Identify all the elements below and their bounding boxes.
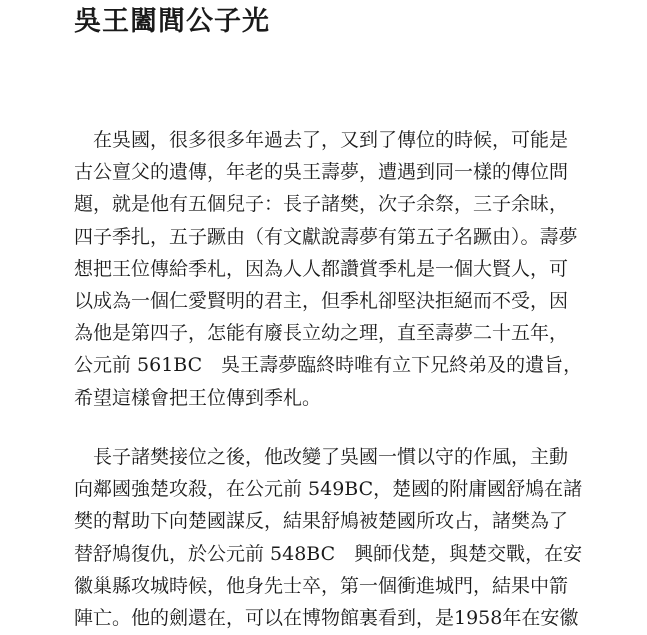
page-title: 吳王闔閭公子光	[74, 6, 270, 37]
text-line: 希望這樣會把王位傳到季札。	[74, 386, 322, 409]
text-line: 長子諸樊接位之後，他改變了吳國一慣以守的作風，主動	[93, 446, 569, 468]
paragraph-2	[74, 441, 582, 634]
text-line: 四子季扎，五子蹶由（有文獻說壽夢有第五子名蹶由）。壽夢	[74, 225, 578, 248]
text-line: 徽巢縣攻城時候，他身先士卒，第一個衝進城門，結果中箭	[74, 574, 569, 597]
paragraph-1	[74, 124, 582, 414]
text-line: 古公亶父的遺傳，年老的吳王壽夢，遭遇到同一樣的傳位問	[74, 161, 569, 184]
text-line: 為他是第四子，怎能有廢長立幼之理，直至壽夢二十五年，	[74, 322, 569, 345]
text-line: 向鄰國強楚攻殺，在公元前 549BC，楚國的附庸國舒鳩在諸	[74, 478, 583, 501]
text-line: 在吳國，很多很多年過去了，又到了傳位的時候，可能是	[93, 129, 569, 151]
text-line: 陣亡。他的劍還在，可以在博物館裏看到，是1958年在安徽	[74, 606, 579, 629]
text-line: 替舒鳩復仇，於公元前 548BC 興師伐楚，與楚交戰，在安	[74, 542, 583, 565]
text-line: 公元前 561BC 吳王壽夢臨終時唯有立下兄終弟及的遺旨，	[74, 354, 583, 377]
text-line: 樊的幫助下向楚國謀反，結果舒鳩被楚國所攻占，諸樊為了	[74, 510, 569, 533]
text-line: 以成為一個仁愛賢明的君主，但季札卻堅決拒絕而不受，因	[74, 289, 569, 312]
text-line: 題，就是他有五個兒子：長子諸樊，次子余祭，三子余昧，	[74, 193, 569, 216]
text-line: 想把王位傳給季札，因為人人都讚賞季札是一個大賢人，可	[74, 257, 569, 280]
